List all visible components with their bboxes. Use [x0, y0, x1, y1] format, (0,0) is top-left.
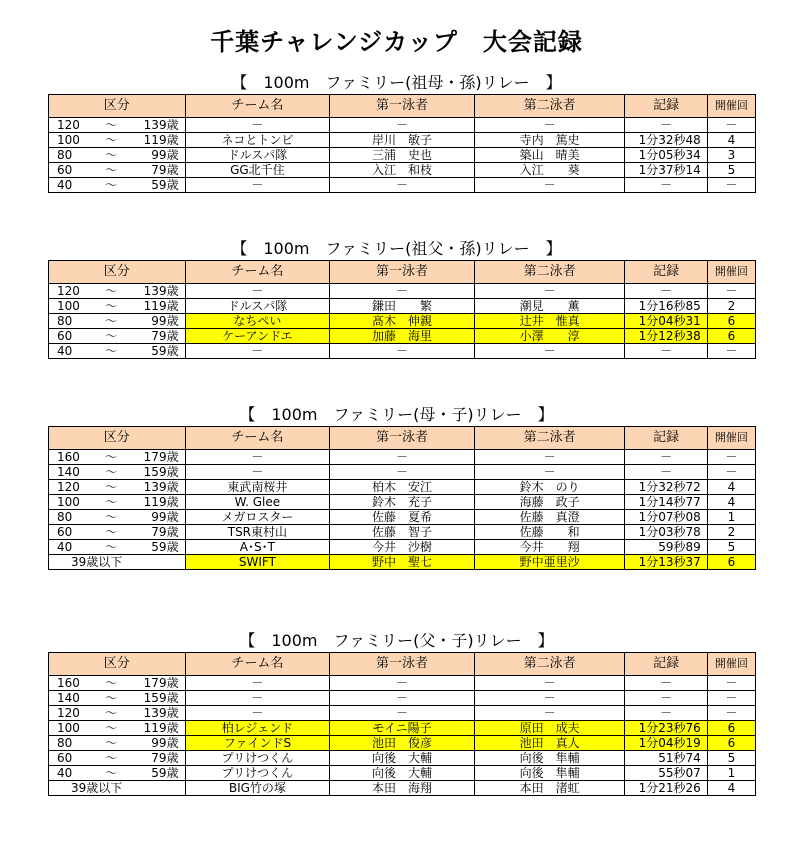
column-header-category: 区分 [49, 95, 186, 118]
table-row [49, 450, 756, 465]
edition-cell: － [707, 465, 755, 480]
edition-cell: 6 [707, 314, 755, 329]
second-swimmer-cell: － [474, 284, 625, 299]
header-row [49, 95, 756, 118]
age-from: 40 [57, 540, 73, 554]
category-cell [49, 495, 186, 510]
edition-cell: 1 [707, 766, 755, 781]
table-row [49, 299, 756, 314]
age-tilde: ～ [105, 329, 118, 343]
first-swimmer-cell: － [330, 676, 475, 691]
record-cell: 1分16秒85 [625, 299, 707, 314]
age-to: 119歳 [143, 495, 179, 509]
records-table [48, 426, 756, 570]
column-header-record: 記録 [625, 427, 707, 450]
team-name-cell: － [185, 465, 330, 480]
age-tilde: ～ [105, 178, 118, 192]
category-cell [49, 465, 186, 480]
team-name-cell: W. Glee [185, 495, 330, 510]
second-swimmer-cell: 向後 隼輔 [474, 766, 625, 781]
first-swimmer-cell: － [330, 706, 475, 721]
age-tilde: ～ [105, 721, 118, 735]
team-name-cell: ネコとトンビ [185, 133, 330, 148]
section-title: 【 100m ファミリー(母・子)リレー 】 [239, 405, 554, 424]
team-name-cell: A･S･T [185, 540, 330, 555]
age-from: 80 [57, 736, 73, 750]
team-name-cell: － [185, 118, 330, 133]
edition-cell: 5 [707, 751, 755, 766]
age-from: 120 [57, 706, 80, 720]
first-swimmer-cell: 柏木 安江 [330, 480, 475, 495]
first-swimmer-cell: モイニ陽子 [330, 721, 475, 736]
second-swimmer-cell: 小澤 淳 [474, 329, 625, 344]
record-cell: 1分32秒72 [625, 480, 707, 495]
age-from: 60 [57, 163, 73, 177]
table-row [49, 148, 756, 163]
category-cell [49, 676, 186, 691]
second-swimmer-cell: － [474, 465, 625, 480]
team-name-cell: － [185, 706, 330, 721]
record-cell: － [625, 284, 707, 299]
header-row [49, 261, 756, 284]
team-name-cell: － [185, 344, 330, 359]
age-to: 79歳 [151, 751, 179, 765]
second-swimmer-cell: 本田 渚虹 [474, 781, 625, 796]
edition-cell: 2 [707, 299, 755, 314]
first-swimmer-cell: 佐藤 智子 [330, 525, 475, 540]
table-row [49, 329, 756, 344]
age-from: 100 [57, 721, 80, 735]
edition-cell: － [707, 691, 755, 706]
first-swimmer-cell: 入江 和枝 [330, 163, 475, 178]
record-cell: － [625, 706, 707, 721]
edition-cell: 6 [707, 736, 755, 751]
category-cell [49, 510, 186, 525]
record-cell: 1分07秒08 [625, 510, 707, 525]
category-cell [49, 284, 186, 299]
second-swimmer-cell: 築山 晴美 [474, 148, 625, 163]
record-cell: 1分13秒37 [625, 555, 707, 570]
team-name-cell: － [185, 676, 330, 691]
record-cell: － [625, 676, 707, 691]
column-header-swimmer1: 第一泳者 [330, 653, 475, 676]
age-from: 40 [57, 344, 73, 358]
category-cell [49, 721, 186, 736]
age-to: 59歳 [151, 766, 179, 780]
column-header-swimmer2: 第二泳者 [474, 95, 625, 118]
second-swimmer-cell: － [474, 178, 625, 193]
second-swimmer-cell: － [474, 344, 625, 359]
edition-cell: 6 [707, 329, 755, 344]
column-header-swimmer2: 第二泳者 [474, 261, 625, 284]
team-name-cell: BIG竹の塚 [185, 781, 330, 796]
age-to: 99歳 [151, 510, 179, 524]
table-row [49, 781, 756, 796]
age-tilde: ～ [105, 766, 118, 780]
age-to: 59歳 [151, 540, 179, 554]
age-to: 139歳 [143, 480, 179, 494]
team-name-cell: － [185, 284, 330, 299]
record-cell: 1分23秒76 [625, 721, 707, 736]
second-swimmer-cell: 鈴木 のり [474, 480, 625, 495]
team-name-cell: － [185, 691, 330, 706]
table-row [49, 751, 756, 766]
page-title: 千葉チャレンジカップ 大会記録 [210, 28, 583, 56]
age-from: 140 [57, 465, 80, 479]
category-cell [49, 751, 186, 766]
age-from: 80 [57, 314, 73, 328]
record-cell: 1分32秒48 [625, 133, 707, 148]
age-from: 60 [57, 525, 73, 539]
team-name-cell: GG北千住 [185, 163, 330, 178]
second-swimmer-cell: 原田 成夫 [474, 721, 625, 736]
column-header-swimmer2: 第二泳者 [474, 427, 625, 450]
edition-cell: － [707, 178, 755, 193]
first-swimmer-cell: 岸川 敏子 [330, 133, 475, 148]
table-row [49, 510, 756, 525]
first-swimmer-cell: 髙木 伸親 [330, 314, 475, 329]
edition-cell: 2 [707, 525, 755, 540]
age-from: 60 [57, 329, 73, 343]
age-tilde: ～ [105, 163, 118, 177]
second-swimmer-cell: 今井 翔 [474, 540, 625, 555]
edition-cell: 1 [707, 510, 755, 525]
category-cell: 39歳以下 [49, 555, 186, 570]
category-cell [49, 118, 186, 133]
age-from: 120 [57, 118, 80, 132]
team-name-cell: 東武南桜井 [185, 480, 330, 495]
record-cell: 1分37秒14 [625, 163, 707, 178]
category-cell [49, 299, 186, 314]
age-tilde: ～ [105, 450, 118, 464]
first-swimmer-cell: 鎌田 繁 [330, 299, 475, 314]
age-tilde: ～ [105, 691, 118, 705]
category-cell [49, 133, 186, 148]
age-to: 179歳 [143, 676, 179, 690]
record-cell: 1分12秒38 [625, 329, 707, 344]
section-title: 【 100m ファミリー(父・子)リレー 】 [239, 631, 554, 650]
first-swimmer-cell: － [330, 465, 475, 480]
category-cell [49, 178, 186, 193]
age-to: 59歳 [151, 178, 179, 192]
age-tilde: ～ [105, 676, 118, 690]
edition-cell: － [707, 118, 755, 133]
section-title: 【 100m ファミリー(祖母・孫)リレー 】 [231, 73, 562, 92]
record-cell: 1分05秒34 [625, 148, 707, 163]
edition-cell: 6 [707, 721, 755, 736]
first-swimmer-cell: 鈴木 充子 [330, 495, 475, 510]
age-to: 59歳 [151, 344, 179, 358]
records-table [48, 652, 756, 796]
age-to: 179歳 [143, 450, 179, 464]
records-table [48, 260, 756, 359]
category-cell [49, 329, 186, 344]
age-to: 159歳 [143, 465, 179, 479]
age-to: 119歳 [143, 133, 179, 147]
second-swimmer-cell: － [474, 450, 625, 465]
record-cell: 1分21秒26 [625, 781, 707, 796]
edition-cell: 6 [707, 555, 755, 570]
table-row [49, 465, 756, 480]
age-to: 99歳 [151, 736, 179, 750]
age-from: 80 [57, 148, 73, 162]
second-swimmer-cell: 辻井 惟真 [474, 314, 625, 329]
table-row [49, 691, 756, 706]
age-from: 120 [57, 284, 80, 298]
second-swimmer-cell: 入江 葵 [474, 163, 625, 178]
column-header-team: チーム名 [185, 95, 330, 118]
second-swimmer-cell: － [474, 118, 625, 133]
edition-cell: 3 [707, 148, 755, 163]
table-row [49, 721, 756, 736]
age-from: 80 [57, 510, 73, 524]
age-to: 159歳 [143, 691, 179, 705]
table-row [49, 525, 756, 540]
age-to: 79歳 [151, 329, 179, 343]
edition-cell: 4 [707, 781, 755, 796]
team-name-cell: プリけつくん [185, 751, 330, 766]
age-tilde: ～ [105, 525, 118, 539]
record-cell: － [625, 465, 707, 480]
first-swimmer-cell: － [330, 691, 475, 706]
team-name-cell: ファインドS [185, 736, 330, 751]
category-cell [49, 706, 186, 721]
age-to: 99歳 [151, 148, 179, 162]
second-swimmer-cell: 佐藤 真澄 [474, 510, 625, 525]
record-cell: － [625, 178, 707, 193]
age-to: 79歳 [151, 163, 179, 177]
record-cell: 51秒74 [625, 751, 707, 766]
category-cell [49, 163, 186, 178]
table-row [49, 540, 756, 555]
age-tilde: ～ [105, 299, 118, 313]
column-header-team: チーム名 [185, 653, 330, 676]
category-cell [49, 766, 186, 781]
column-header-edition: 開催回 [707, 427, 755, 450]
second-swimmer-cell: 向後 隼輔 [474, 751, 625, 766]
second-swimmer-cell: 野中亜里沙 [474, 555, 625, 570]
age-from: 140 [57, 691, 80, 705]
table-row [49, 284, 756, 299]
first-swimmer-cell: 三浦 史也 [330, 148, 475, 163]
record-cell: 1分04秒19 [625, 736, 707, 751]
header-row [49, 427, 756, 450]
edition-cell: 4 [707, 480, 755, 495]
age-to: 139歳 [143, 118, 179, 132]
age-to: 119歳 [143, 299, 179, 313]
second-swimmer-cell: 寺内 篤史 [474, 133, 625, 148]
age-to: 139歳 [143, 284, 179, 298]
column-header-record: 記録 [625, 261, 707, 284]
first-swimmer-cell: 加藤 海里 [330, 329, 475, 344]
table-row [49, 118, 756, 133]
record-cell: 1分14秒77 [625, 495, 707, 510]
section-title: 【 100m ファミリー(祖父・孫)リレー 】 [231, 239, 562, 258]
age-to: 99歳 [151, 314, 179, 328]
first-swimmer-cell: 向後 大輔 [330, 751, 475, 766]
age-from: 40 [57, 766, 73, 780]
age-tilde: ～ [105, 706, 118, 720]
table-row [49, 766, 756, 781]
edition-cell: － [707, 706, 755, 721]
second-swimmer-cell: 潮見 薫 [474, 299, 625, 314]
table-row [49, 706, 756, 721]
age-tilde: ～ [105, 480, 118, 494]
first-swimmer-cell: 野中 聖七 [330, 555, 475, 570]
age-from: 160 [57, 676, 80, 690]
team-name-cell: メガロスター [185, 510, 330, 525]
team-name-cell: 柏レジェンド [185, 721, 330, 736]
table-row [49, 480, 756, 495]
record-cell: － [625, 118, 707, 133]
table-row [49, 314, 756, 329]
first-swimmer-cell: 佐藤 夏希 [330, 510, 475, 525]
record-cell: － [625, 344, 707, 359]
column-header-category: 区分 [49, 261, 186, 284]
edition-cell: － [707, 344, 755, 359]
table-row [49, 178, 756, 193]
team-name-cell: ドルスパ隊 [185, 148, 330, 163]
record-cell: － [625, 450, 707, 465]
category-cell [49, 540, 186, 555]
first-swimmer-cell: － [330, 450, 475, 465]
category-cell [49, 450, 186, 465]
column-header-edition: 開催回 [707, 261, 755, 284]
record-cell: 59秒89 [625, 540, 707, 555]
category-cell [49, 525, 186, 540]
age-tilde: ～ [105, 133, 118, 147]
age-tilde: ～ [105, 118, 118, 132]
age-tilde: ～ [105, 751, 118, 765]
table-row [49, 676, 756, 691]
column-header-swimmer1: 第一泳者 [330, 95, 475, 118]
edition-cell: 5 [707, 163, 755, 178]
age-tilde: ～ [105, 510, 118, 524]
column-header-team: チーム名 [185, 261, 330, 284]
age-from: 100 [57, 133, 80, 147]
column-header-category: 区分 [49, 427, 186, 450]
age-tilde: ～ [105, 284, 118, 298]
age-to: 139歳 [143, 706, 179, 720]
first-swimmer-cell: － [330, 284, 475, 299]
team-name-cell: ドルスパ隊 [185, 299, 330, 314]
second-swimmer-cell: － [474, 691, 625, 706]
table-row [49, 133, 756, 148]
age-from: 100 [57, 299, 80, 313]
category-cell: 39歳以下 [49, 781, 186, 796]
column-header-record: 記録 [625, 95, 707, 118]
team-name-cell: プリけつくん [185, 766, 330, 781]
category-cell [49, 480, 186, 495]
team-name-cell: － [185, 178, 330, 193]
first-swimmer-cell: － [330, 118, 475, 133]
second-swimmer-cell: － [474, 676, 625, 691]
age-tilde: ～ [105, 540, 118, 554]
record-cell: 55秒07 [625, 766, 707, 781]
age-from: 160 [57, 450, 80, 464]
table-row [49, 736, 756, 751]
edition-cell: － [707, 284, 755, 299]
age-from: 120 [57, 480, 80, 494]
column-header-swimmer2: 第二泳者 [474, 653, 625, 676]
age-tilde: ～ [105, 495, 118, 509]
first-swimmer-cell: 今井 沙樹 [330, 540, 475, 555]
team-name-cell: TSR東村山 [185, 525, 330, 540]
team-name-cell: なちぺい [185, 314, 330, 329]
age-tilde: ～ [105, 344, 118, 358]
edition-cell: － [707, 676, 755, 691]
record-cell: － [625, 691, 707, 706]
first-swimmer-cell: － [330, 178, 475, 193]
table-row [49, 344, 756, 359]
category-cell [49, 314, 186, 329]
column-header-edition: 開催回 [707, 653, 755, 676]
age-tilde: ～ [105, 148, 118, 162]
column-header-team: チーム名 [185, 427, 330, 450]
record-cell: 1分03秒78 [625, 525, 707, 540]
records-table [48, 94, 756, 193]
edition-cell: － [707, 450, 755, 465]
age-to: 79歳 [151, 525, 179, 539]
first-swimmer-cell: 池田 俊彦 [330, 736, 475, 751]
category-cell [49, 691, 186, 706]
age-from: 100 [57, 495, 80, 509]
record-cell: 1分04秒31 [625, 314, 707, 329]
column-header-category: 区分 [49, 653, 186, 676]
column-header-edition: 開催回 [707, 95, 755, 118]
age-to: 119歳 [143, 721, 179, 735]
category-cell [49, 736, 186, 751]
second-swimmer-cell: － [474, 706, 625, 721]
second-swimmer-cell: 佐藤 和 [474, 525, 625, 540]
age-tilde: ～ [105, 465, 118, 479]
column-header-swimmer1: 第一泳者 [330, 261, 475, 284]
age-tilde: ～ [105, 314, 118, 328]
team-name-cell: － [185, 450, 330, 465]
edition-cell: 4 [707, 495, 755, 510]
table-row [49, 163, 756, 178]
category-cell [49, 148, 186, 163]
second-swimmer-cell: 池田 真人 [474, 736, 625, 751]
first-swimmer-cell: － [330, 344, 475, 359]
first-swimmer-cell: 本田 海翔 [330, 781, 475, 796]
header-row [49, 653, 756, 676]
second-swimmer-cell: 海藤 政子 [474, 495, 625, 510]
table-row [49, 495, 756, 510]
first-swimmer-cell: 向後 大輔 [330, 766, 475, 781]
age-from: 40 [57, 178, 73, 192]
team-name-cell: ケーアンドエ [185, 329, 330, 344]
table-row [49, 555, 756, 570]
age-tilde: ～ [105, 736, 118, 750]
age-from: 60 [57, 751, 73, 765]
category-cell [49, 344, 186, 359]
team-name-cell: SWIFT [185, 555, 330, 570]
column-header-record: 記録 [625, 653, 707, 676]
edition-cell: 5 [707, 540, 755, 555]
edition-cell: 4 [707, 133, 755, 148]
column-header-swimmer1: 第一泳者 [330, 427, 475, 450]
